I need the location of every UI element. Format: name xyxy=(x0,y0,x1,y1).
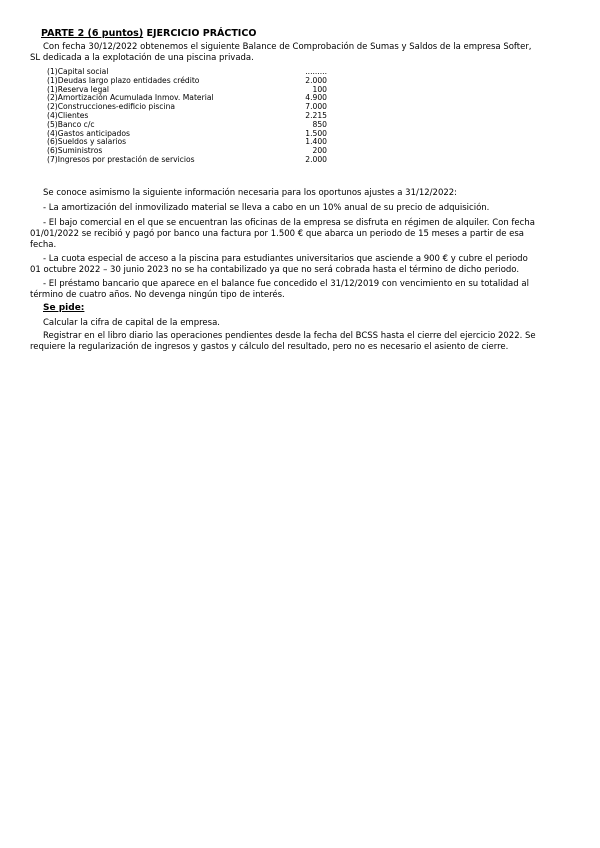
info-intro: Se conoce asimismo la siguiente información necesaria para los oportunos ajustes a 31/12/2022: xyxy=(43,188,458,198)
account-amount: 1.500 xyxy=(305,128,327,138)
task-2-line-2: requiere la regularización de ingresos y gastos y cálculo del resultado, pero no es necesario el asiento de cierre. xyxy=(30,342,509,352)
intro-line-2: SL dedicada a la explotación de una piscina privada. xyxy=(30,53,254,63)
item-prestamo-line-1: - El préstamo bancario que aparece en el balance fue concedido el 31/12/2019 con vencimiento en su totalidad al xyxy=(43,279,529,289)
se-pide-label: Se pide: xyxy=(43,303,85,313)
account-amount: 4.900 xyxy=(305,93,327,103)
account-name: (6)Suministros xyxy=(47,146,103,156)
account-amount: 200 xyxy=(312,146,327,156)
part-label: PARTE 2 (6 puntos) xyxy=(41,28,144,39)
account-name: (1)Deudas largo plazo entidades crédito xyxy=(47,75,200,85)
item-alquiler-line-3: fecha. xyxy=(30,240,57,250)
intro-line-1: Con fecha 30/12/2022 obtenemos el siguiente Balance de Comprobación de Sumas y Saldos de la empresa Softer, xyxy=(43,42,532,52)
trial-balance xyxy=(47,68,327,165)
account-amount: 2.000 xyxy=(305,154,327,164)
account-amount: 100 xyxy=(312,84,327,94)
account-name: (5)Banco c/c xyxy=(47,119,95,129)
ledger-row xyxy=(47,103,327,112)
account-amount: 1.400 xyxy=(305,137,327,147)
account-name: (4)Clientes xyxy=(47,110,89,120)
section-heading xyxy=(41,28,256,39)
item-alquiler-line-2: 01/01/2022 se recibió y pagó por banco una factura por 1.500 € que abarca un periodo de 15 meses a partir de esa xyxy=(30,229,525,239)
task-1: Calcular la cifra de capital de la empresa. xyxy=(43,318,220,328)
account-name: (2)Construcciones-edificio piscina xyxy=(47,102,176,112)
account-name: (4)Gastos anticipados xyxy=(47,128,130,138)
account-amount: 850 xyxy=(312,119,327,129)
item-amortizacion: - La amortización del inmovilizado material se lleva a cabo en un 10% anual de su precio de adquisición. xyxy=(43,203,490,213)
account-name: (1)Capital social xyxy=(47,67,109,76)
account-amount: 7.000 xyxy=(305,102,327,112)
ledger-row xyxy=(47,156,327,165)
account-name: (7)Ingresos por prestación de servicios xyxy=(47,154,195,164)
account-name: (6)Sueldos y salarios xyxy=(47,137,127,147)
item-prestamo-line-2: término de cuatro años. No devenga ningún tipo de interés. xyxy=(30,290,285,300)
item-cuota-line-2: 01 octubre 2022 – 30 junio 2023 no se ha contabilizado ya que no será cobrada hasta el término de dicho periodo. xyxy=(30,265,520,275)
account-name: (1)Reserva legal xyxy=(47,84,110,94)
task-2-line-1: Registrar en el libro diario las operaciones pendientes desde la fecha del BCSS hasta el cierre del ejercicio 2022. Se xyxy=(43,331,536,341)
account-amount: 2.215 xyxy=(305,110,327,120)
account-amount: ......... xyxy=(305,67,327,76)
exercise-title: EJERCICIO PRÁCTICO xyxy=(146,28,257,39)
account-name: (2)Amortización Acumulada Inmov. Material xyxy=(47,93,214,103)
item-alquiler-line-1: - El bajo comercial en el que se encuentran las oficinas de la empresa se disfruta en régimen de alquiler. Con fecha xyxy=(43,218,535,228)
item-cuota-line-1: - La cuota especial de acceso a la piscina para estudiantes universitarios que asciende a 900 € y cubre el periodo xyxy=(43,254,528,264)
account-amount: 2.000 xyxy=(305,75,327,85)
